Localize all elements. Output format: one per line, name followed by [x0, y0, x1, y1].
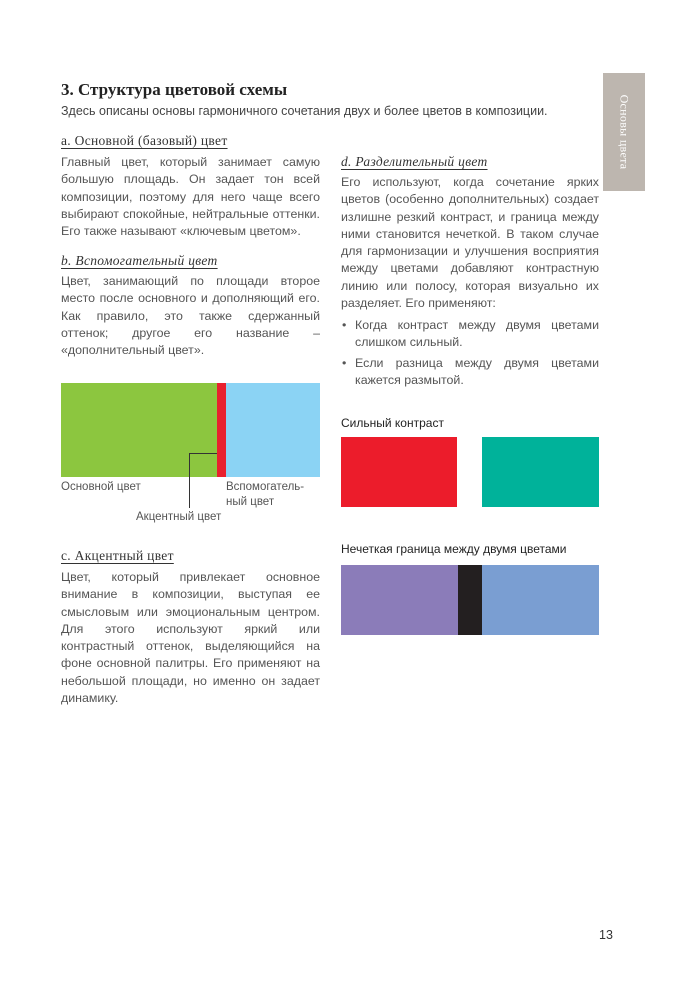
chapter-side-tab — [603, 73, 645, 191]
accent-leader-vertical — [189, 453, 190, 508]
aux-color-block — [226, 383, 320, 477]
aux-color-caption-line1: Вспомогатель- — [226, 481, 305, 493]
aux-color-caption-line2: ный цвет — [226, 496, 275, 508]
section-b-text: Цвет, занимающий по площади второе место после основного и дополняющий его. Как правило, это также сдержанный оттенок; другое его название – «дополнительный цвет». — [61, 274, 320, 358]
blurred-border-purple-swatch — [341, 565, 458, 635]
section-a-text: Главный цвет, который занимает самую большую площадь. Он задает тон всей композиции, поэтому для него чаще всего выбирают спокойные, нейтральные оттенки. Его также называют «ключевым цветом». — [61, 155, 320, 239]
page-title: 3. Структура цветовой схемы — [61, 80, 288, 99]
accent-leader-horizontal — [189, 453, 217, 454]
list-item: • Если разница между двумя цветами кажется размытой. — [341, 355, 599, 390]
main-color-caption: Основной цвет — [61, 481, 141, 493]
strong-contrast-title: Сильный контраст — [341, 416, 444, 430]
section-c-text: Цвет, который привлекает основное внимание в композиции, выступая ее смысловым или эмоциональным центром. Для этого используют яркий или контрастный оттенок, выделяющийся на фоне основной палитры. Его применяют на небольшой площади, но именно он задает динамику. — [61, 570, 320, 706]
section-d-heading: d. Разделительный цвет — [341, 154, 488, 169]
chapter-side-tab-label: Основы цвета — [617, 94, 632, 170]
strong-contrast-red-swatch — [341, 437, 457, 507]
color-structure-diagram — [61, 383, 320, 477]
section-d-bullets — [341, 317, 599, 392]
section-a-heading: a. Основной (базовый) цвет — [61, 133, 228, 148]
accent-color-caption: Акцентный цвет — [136, 511, 222, 523]
page-number: 13 — [599, 928, 613, 942]
main-color-block — [61, 383, 217, 477]
strong-contrast-teal-swatch — [482, 437, 599, 507]
blurred-border-blue-swatch — [482, 565, 599, 635]
divider-black-stripe — [458, 565, 482, 635]
accent-color-block — [217, 383, 226, 477]
blurred-border-title: Нечеткая граница между двумя цветами — [341, 542, 567, 556]
intro-text: Здесь описаны основы гармоничного сочетания двух и более цветов в композиции. — [61, 104, 548, 118]
section-d-text: Его используют, когда сочетание ярких цветов (особенно дополнительных) создает излишне резкий контраст, и граница между ними становится нечеткой. В таком случае для гармонизации и улучшения восприятия между цветами добавляют контрастную линию или полосу, которая визуально их разделяет. Его применяют: — [341, 175, 599, 311]
section-c-heading: c. Акцентный цвет — [61, 548, 174, 563]
list-item: • Когда контраст между двумя цветами слишком сильный. — [341, 317, 599, 352]
section-b-heading: b. Вспомогательный цвет — [61, 253, 218, 268]
blurred-border-strip — [341, 565, 599, 635]
